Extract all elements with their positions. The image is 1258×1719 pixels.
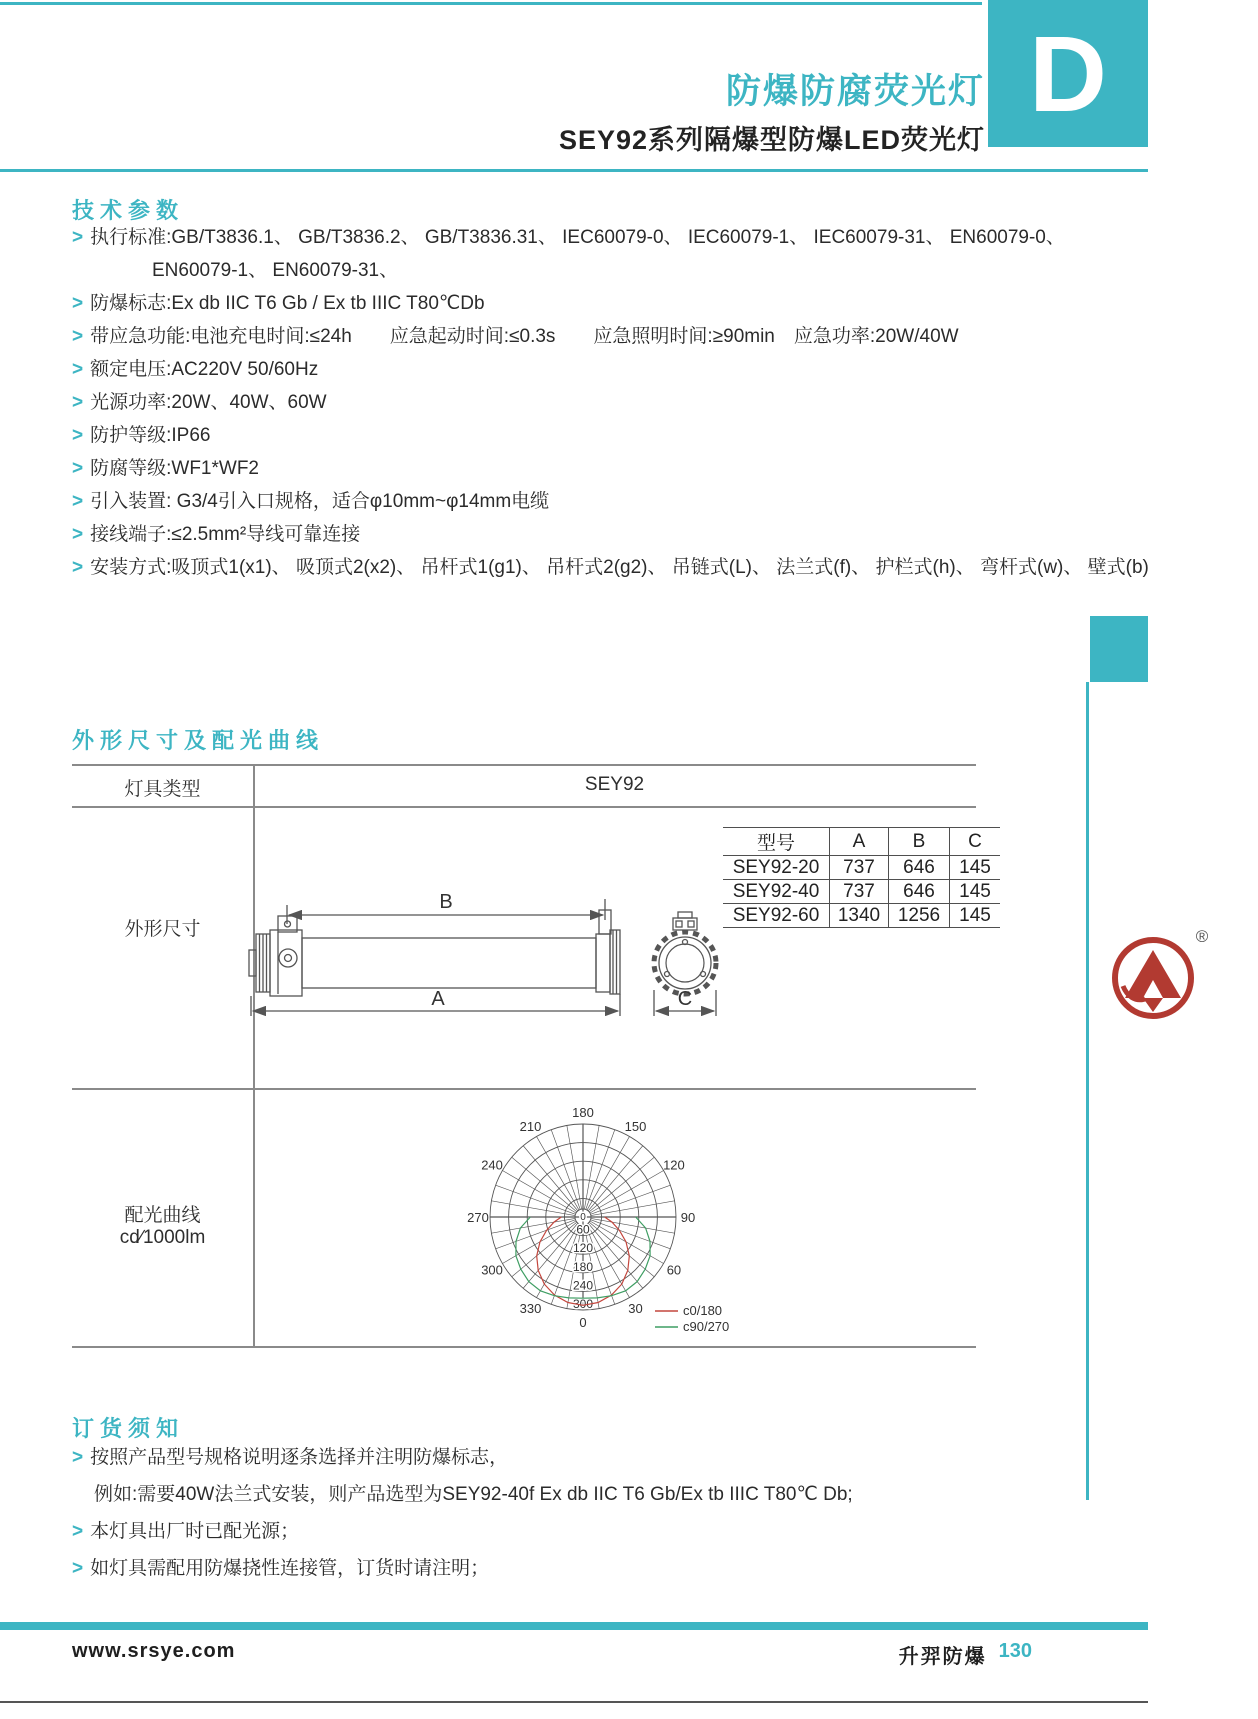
table-row: 型号 A B C (723, 828, 1000, 856)
page-subtitle: SEY92系列隔爆型防爆LED荧光灯 (558, 125, 985, 155)
page-title: 防爆防腐荧光灯 (725, 72, 985, 111)
size-table (723, 827, 1000, 928)
side-tab-block (1090, 616, 1148, 682)
chevron-bullet-icon: > (72, 227, 84, 248)
table-row: SEY92-60 1340 1256 145 (723, 904, 1000, 928)
list-item: > 带应急功能:电池充电时间:≤24h 应急起动时间:≤0.3s 应急照明时间:≥90min 应急功率:20W/40W (72, 326, 959, 347)
tech-params-heading: 技术参数 (72, 198, 185, 223)
svg-text:300: 300 (481, 1262, 503, 1278)
photometric-polar-chart (440, 1070, 770, 1340)
brand-name: 升羿防爆 (898, 1646, 987, 1668)
svg-text:60: 60 (576, 1222, 590, 1237)
bottom-divider (0, 1701, 1148, 1703)
chapter-letter: D (1029, 13, 1107, 134)
table-column-divider (253, 764, 255, 1346)
brand-logo (1105, 926, 1217, 1022)
svg-text:240: 240 (572, 1278, 594, 1293)
footer-brand-row (899, 1640, 1032, 1669)
table-row-divider (72, 806, 976, 808)
list-item: > 安装方式:吸顶式1(x1)、 吸顶式2(x2)、 吊杆式1(g1)、 吊杆式2(g2)、 吊链式(L)、 法兰式(f)、 护栏式(h)、 弯杆式(w)、 壁式(b) (72, 557, 1149, 578)
chevron-bullet-icon: > (72, 524, 84, 545)
table-border-top (72, 764, 976, 766)
dim-label-c: C (677, 988, 693, 1010)
svg-text:150: 150 (624, 1119, 647, 1135)
lamp-dimension-drawing (248, 890, 728, 1025)
dimensions-heading: 外形尺寸及配光曲线 (72, 728, 325, 753)
top-divider (0, 2, 982, 5)
footer-accent-bar (0, 1622, 1148, 1630)
list-item-continuation: EN60079-1、 EN60079-31、 (152, 260, 399, 281)
tech-params-list (72, 226, 1149, 589)
list-item: > 防爆标志:Ex db IIC T6 Gb / Ex tb IIIC T80℃Db (72, 293, 485, 314)
svg-text:c0/180: c0/180 (683, 1303, 723, 1318)
list-item-example: 例如:需要40W法兰式安装，则产品选型为SEY92-40f Ex db IIC T6 Gb/Ex tb IIIC T80℃ Db; (94, 1484, 853, 1505)
table-row: SEY92-40 737 646 145 (723, 880, 1000, 904)
svg-text:60: 60 (666, 1262, 682, 1278)
chevron-bullet-icon: > (72, 392, 84, 413)
list-item: > 引入装置: G3/4引入口规格，适合φ10mm~φ14mm电缆 (72, 491, 550, 512)
dim-label-a: A (431, 988, 445, 1010)
chapter-letter-box (988, 0, 1148, 147)
side-accent-line (1086, 682, 1089, 1500)
row-label-curve: 配光曲线 cd∕1000lm (119, 1205, 206, 1248)
svg-text:c90/270: c90/270 (683, 1319, 730, 1334)
chevron-bullet-icon: > (72, 425, 84, 446)
list-item: > 防腐等级:WF1*WF2 (72, 458, 259, 479)
list-item: > 光源功率:20W、40W、60W (72, 392, 327, 413)
svg-text:30: 30 (628, 1300, 643, 1316)
svg-text:0: 0 (579, 1315, 587, 1330)
list-item: > 接线端子:≤2.5mm²导线可靠连接 (72, 524, 361, 545)
list-item: > 如灯具需配用防爆挠性连接管，订货时请注明； (72, 1558, 490, 1579)
table-border-bottom (72, 1346, 976, 1348)
list-item: > 本灯具出厂时已配光源； (72, 1521, 300, 1542)
chevron-bullet-icon: > (72, 1447, 84, 1468)
table-header-type: 灯具类型 (124, 779, 201, 800)
list-item: > 按照产品型号规格说明逐条选择并注明防爆标志， (72, 1447, 509, 1468)
table-value-series: SEY92 (584, 774, 645, 795)
header-divider (0, 169, 1148, 172)
chevron-bullet-icon: > (72, 1521, 84, 1542)
list-item: > 执行标准:GB/T3836.1、 GB/T3836.2、 GB/T3836.31、 IEC60079-0、 IEC60079-1、 IEC60079-31、 EN60079-0、 (72, 227, 1065, 248)
list-item: > 防护等级:IP66 (72, 425, 211, 446)
svg-text:0: 0 (580, 1212, 586, 1223)
chevron-bullet-icon: > (72, 326, 84, 347)
dim-label-b: B (439, 891, 453, 913)
chevron-bullet-icon: > (72, 491, 84, 512)
svg-text:240: 240 (481, 1157, 503, 1173)
table-row: SEY92-20 737 646 145 (723, 856, 1000, 880)
svg-text:300: 300 (572, 1297, 594, 1311)
order-notes-heading: 订货须知 (72, 1416, 185, 1441)
svg-text:330: 330 (519, 1300, 542, 1316)
website-url: www.srsye.com (72, 1640, 236, 1662)
chevron-bullet-icon: > (72, 293, 84, 314)
mountain-circle-logo-icon (1105, 926, 1217, 1022)
svg-text:270: 270 (467, 1210, 489, 1225)
svg-text:180: 180 (572, 1105, 594, 1120)
registered-trademark-symbol: ® (1195, 927, 1209, 946)
chevron-bullet-icon: > (72, 557, 84, 578)
row-label-outline: 外形尺寸 (124, 919, 201, 940)
page-number: 130 (998, 1640, 1032, 1662)
svg-text:120: 120 (663, 1157, 685, 1173)
chevron-bullet-icon: > (72, 359, 84, 380)
list-item: > 额定电压:AC220V 50/60Hz (72, 359, 319, 380)
chevron-bullet-icon: > (72, 1558, 84, 1579)
chevron-bullet-icon: > (72, 458, 84, 479)
order-notes-list (72, 1446, 1012, 1594)
svg-text:90: 90 (680, 1210, 696, 1225)
svg-text:210: 210 (519, 1119, 542, 1135)
svg-text:180: 180 (572, 1259, 594, 1274)
svg-text:120: 120 (572, 1241, 594, 1256)
